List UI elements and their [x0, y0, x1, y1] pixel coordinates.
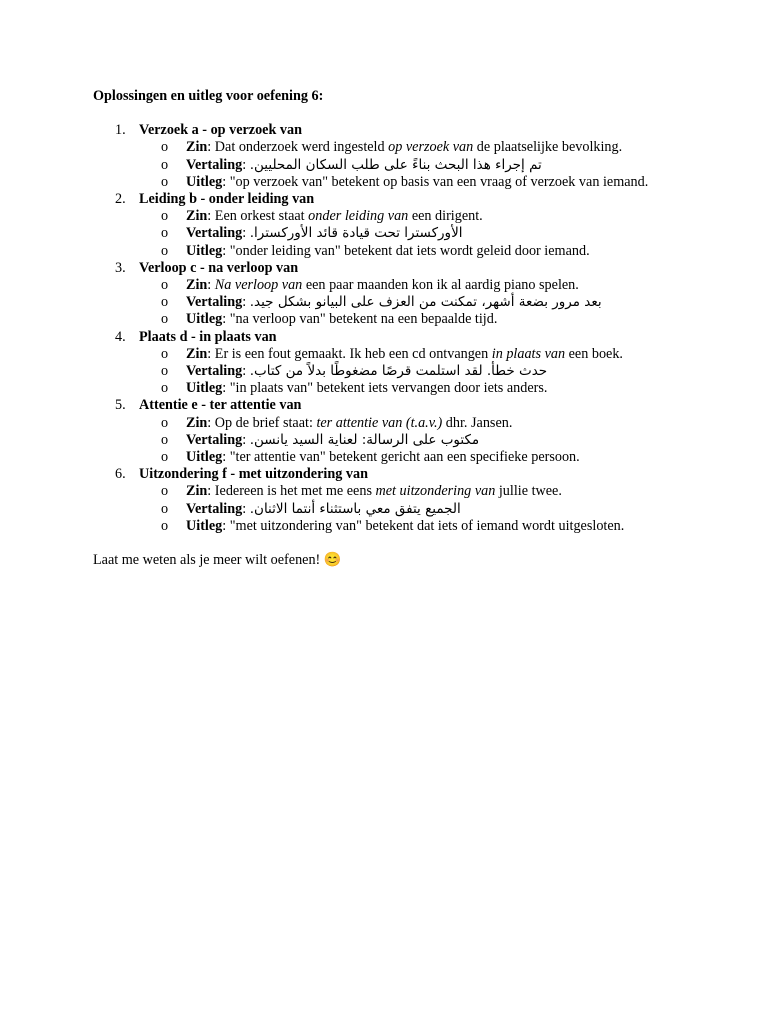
zin-text-before: Er is een fout gemaakt. Ik heb een cd ontvangen	[214, 345, 492, 362]
uitleg-text: "onder leiding van" betekent dat iets wordt geleid door iemand.	[229, 242, 590, 259]
zin-label: Zin	[186, 483, 208, 500]
uitleg-label: Uitleg	[186, 242, 223, 259]
solution-item-3	[93, 260, 683, 329]
zin-label: Zin	[186, 208, 208, 225]
zin-text-before: Een orkest staat	[214, 208, 309, 225]
detail-zin: o Zin: Na verloop van een paar maanden kon ik al aardig piano spelen.	[161, 277, 579, 294]
item-details	[93, 277, 683, 329]
item-details	[93, 483, 683, 535]
uitleg-text: "in plaats van" betekent iets vervangen door iets anders.	[229, 380, 548, 397]
item-title	[93, 466, 683, 483]
solutions-list	[93, 122, 683, 535]
detail-zin: o Zin: Een orkest staat onder leiding van een dirigent.	[161, 208, 483, 225]
uitleg-label: Uitleg	[186, 449, 223, 466]
zin-label: Zin	[186, 345, 208, 362]
zin-text-before: Iedereen is het met me eens	[214, 483, 376, 500]
uitleg-text: "ter attentie van" betekent gericht aan een specifieke persoon.	[229, 449, 580, 466]
item-title-text: Verloop c - na verloop van	[139, 259, 299, 276]
item-number: 5.	[115, 397, 126, 414]
bullet-icon: o	[161, 449, 169, 466]
detail-uitleg: o Uitleg: "onder leiding van" betekent dat iets wordt geleid door iemand.	[161, 242, 590, 259]
item-number: 3.	[115, 259, 126, 276]
bullet-icon: o	[161, 345, 169, 362]
solution-item-6	[93, 466, 683, 535]
detail-vertaling: o Vertaling: الأوركسترا تحت قيادة قائد الأوركسترا.	[161, 225, 463, 242]
vertaling-text: بعد مرور بضعة أشهر، تمكنت من العزف على البيانو بشكل جيد.	[249, 294, 602, 311]
document-content	[93, 88, 683, 569]
closing-line: Laat me weten als je meer wilt oefenen! 😊	[93, 552, 342, 569]
zin-text-italic: onder leiding van	[308, 208, 409, 225]
zin-text-italic: in plaats van	[491, 345, 566, 362]
bullet-icon: o	[161, 483, 169, 500]
bullet-icon: o	[161, 363, 169, 380]
item-number: 6.	[115, 466, 126, 483]
zin-text-after: een paar maanden kon ik al aardig piano spelen.	[302, 277, 579, 294]
bullet-icon: o	[161, 500, 169, 517]
item-title-text: Uitzondering f - met uitzondering van	[139, 466, 368, 483]
item-title	[93, 191, 683, 208]
uitleg-text: "op verzoek van" betekent op basis van een vraag of verzoek van iemand.	[229, 173, 649, 190]
vertaling-label: Vertaling	[186, 156, 243, 173]
detail-uitleg: o Uitleg: "met uitzondering van" betekent dat iets of iemand wordt uitgesloten.	[161, 517, 625, 534]
vertaling-label: Vertaling	[186, 294, 243, 311]
zin-text-italic: op verzoek van	[388, 139, 474, 156]
detail-vertaling: o Vertaling: مكتوب على الرسالة: لعناية السيد يانسن.	[161, 431, 480, 448]
bullet-icon: o	[161, 156, 169, 173]
uitleg-label: Uitleg	[186, 380, 223, 397]
solution-item-4	[93, 329, 683, 398]
zin-text-after: jullie twee.	[495, 483, 562, 500]
zin-text-before: Dat onderzoek werd ingesteld	[214, 139, 389, 156]
detail-uitleg: o Uitleg: "in plaats van" betekent iets vervangen door iets anders.	[161, 380, 548, 397]
uitleg-label: Uitleg	[186, 517, 223, 534]
zin-text-after: dhr. Jansen.	[442, 414, 513, 431]
item-number: 4.	[115, 328, 126, 345]
detail-vertaling: o Vertaling: تم إجراء هذا البحث بناءً على طلب السكان المحليين.	[161, 156, 542, 173]
solution-item-1	[93, 122, 683, 191]
item-number: 2.	[115, 191, 126, 208]
document-heading: Oplossingen en uitleg voor oefening 6:	[93, 88, 324, 104]
vertaling-label: Vertaling	[186, 500, 243, 517]
bullet-icon: o	[161, 414, 169, 431]
detail-uitleg: o Uitleg: "na verloop van" betekent na een bepaalde tijd.	[161, 311, 498, 328]
item-title	[93, 122, 683, 139]
bullet-icon: o	[161, 242, 169, 259]
bullet-icon: o	[161, 311, 169, 328]
vertaling-label: Vertaling	[186, 363, 243, 380]
uitleg-label: Uitleg	[186, 173, 223, 190]
uitleg-label: Uitleg	[186, 311, 223, 328]
detail-zin: o Zin: Dat onderzoek werd ingesteld op verzoek van de plaatselijke bevolking.	[161, 139, 623, 156]
vertaling-text: الأوركسترا تحت قيادة قائد الأوركسترا.	[249, 225, 463, 242]
zin-text-after: een boek.	[565, 345, 623, 362]
vertaling-label: Vertaling	[186, 431, 243, 448]
bullet-icon: o	[161, 431, 169, 448]
vertaling-label: Vertaling	[186, 225, 243, 242]
bullet-icon: o	[161, 225, 169, 242]
item-title-text: Leiding b - onder leiding van	[139, 191, 315, 208]
item-details	[93, 346, 683, 398]
item-title	[93, 329, 683, 346]
item-title	[93, 260, 683, 277]
bullet-icon: o	[161, 380, 169, 397]
detail-vertaling: o Vertaling: حدث خطأ. لقد استلمت قرصًا مضغوطًا بدلاً من كتاب.	[161, 363, 548, 380]
detail-vertaling: o Vertaling: بعد مرور بضعة أشهر، تمكنت من العزف على البيانو بشكل جيد.	[161, 294, 602, 311]
bullet-icon: o	[161, 277, 169, 294]
detail-zin: o Zin: Er is een fout gemaakt. Ik heb een cd ontvangen in plaats van een boek.	[161, 345, 623, 362]
zin-text-italic: met uitzondering van	[375, 483, 496, 500]
uitleg-text: "na verloop van" betekent na een bepaalde tijd.	[229, 311, 498, 328]
item-details	[93, 208, 683, 260]
bullet-icon: o	[161, 517, 169, 534]
bullet-icon: o	[161, 173, 169, 190]
item-details	[93, 415, 683, 467]
bullet-icon: o	[161, 208, 169, 225]
zin-text-after: de plaatselijke bevolking.	[473, 139, 623, 156]
vertaling-text: حدث خطأ. لقد استلمت قرصًا مضغوطًا بدلاً من كتاب.	[249, 363, 548, 380]
bullet-icon: o	[161, 294, 169, 311]
detail-uitleg: o Uitleg: "ter attentie van" betekent gericht aan een specifieke persoon.	[161, 449, 580, 466]
zin-label: Zin	[186, 414, 208, 431]
detail-uitleg: o Uitleg: "op verzoek van" betekent op basis van een vraag of verzoek van iemand.	[161, 173, 649, 190]
zin-text-italic: ter attentie van (t.a.v.)	[316, 414, 443, 431]
item-details	[93, 139, 683, 191]
solution-item-5	[93, 397, 683, 466]
solution-item-2	[93, 191, 683, 260]
uitleg-text: "met uitzondering van" betekent dat iets of iemand wordt uitgesloten.	[229, 517, 625, 534]
item-title-text: Attentie e - ter attentie van	[139, 397, 302, 414]
item-title	[93, 397, 683, 414]
detail-zin: o Zin: Iedereen is het met me eens met uitzondering van jullie twee.	[161, 483, 562, 500]
item-title-text: Plaats d - in plaats van	[139, 328, 277, 345]
zin-label: Zin	[186, 139, 208, 156]
item-number: 1.	[115, 122, 126, 139]
detail-vertaling: o Vertaling: الجميع يتفق معي باستثناء أنتما الاثنان.	[161, 500, 461, 517]
zin-text-before: Op de brief staat:	[214, 414, 317, 431]
detail-zin: o Zin: Op de brief staat: ter attentie van (t.a.v.) dhr. Jansen.	[161, 414, 513, 431]
vertaling-text: مكتوب على الرسالة: لعناية السيد يانسن.	[249, 431, 480, 448]
zin-text-after: een dirigent.	[408, 208, 483, 225]
zin-text-italic: Na verloop van	[214, 277, 303, 294]
vertaling-text: الجميع يتفق معي باستثناء أنتما الاثنان.	[249, 500, 461, 517]
vertaling-text: تم إجراء هذا البحث بناءً على طلب السكان المحليين.	[249, 156, 542, 173]
item-title-text: Verzoek a - op verzoek van	[139, 122, 302, 139]
zin-label: Zin	[186, 277, 208, 294]
bullet-icon: o	[161, 139, 169, 156]
